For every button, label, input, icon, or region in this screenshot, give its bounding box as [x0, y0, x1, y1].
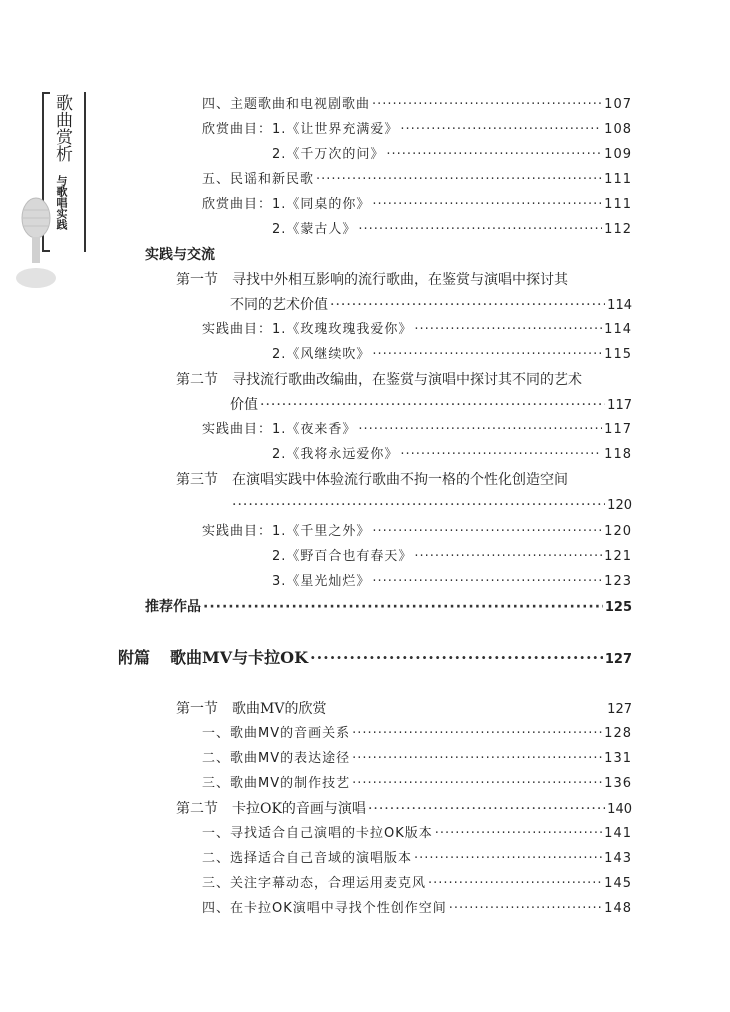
dot-leader [358, 418, 602, 442]
dot-leader [400, 118, 602, 142]
section-heading[interactable]: 第三节 在演唱实践中体验流行歌曲不拘一格的个性化创造空间 [176, 472, 568, 488]
dot-leader [414, 545, 602, 569]
toc-entry[interactable]: 2.《风继续吹》 ····· 115 [272, 343, 632, 367]
toc-entry[interactable]: 一、寻找适合自己演唱的卡拉OK版本 ····· 141 [202, 822, 632, 846]
dot-leader [310, 646, 603, 670]
toc-entry[interactable]: 一、歌曲MV的音画关系 ····· 128 [202, 722, 632, 746]
toc-entry[interactable]: 二、歌曲MV的表达途径 ····· 131 [202, 747, 632, 771]
toc-entry[interactable]: ····· 120 [230, 493, 632, 517]
dot-leader [386, 143, 602, 167]
dot-leader [203, 595, 603, 619]
toc-entry[interactable]: 3.《星光灿烂》 ····· 123 [272, 570, 632, 594]
toc-entry[interactable]: 实践曲目：1.《千里之外》 ····· 120 [202, 520, 632, 544]
toc-entry[interactable]: 2.《千万次的问》 ····· 109 [272, 143, 632, 167]
dot-leader [330, 293, 605, 317]
toc-entry[interactable]: 四、主题歌曲和电视剧歌曲 ····· 107 [202, 93, 632, 117]
section-heading[interactable]: 第二节 寻找流行歌曲改编曲，在鉴赏与演唱中探讨其不同的艺术 [176, 372, 582, 388]
dot-leader [449, 897, 602, 921]
dot-leader [400, 443, 602, 467]
toc-entry[interactable]: 实践曲目：1.《夜来香》 ····· 117 [202, 418, 632, 442]
dot-leader [358, 218, 602, 242]
dot-leader [428, 872, 602, 896]
toc-entry[interactable]: 第二节 卡拉OK的音画与演唱 ····· 140 [176, 797, 632, 821]
dot-leader [372, 570, 602, 594]
toc-entry[interactable]: 2.《野百合也有春天》 ····· 121 [272, 545, 632, 569]
toc-entry[interactable]: 2.《蒙古人》 ····· 112 [272, 218, 632, 242]
dot-leader [414, 847, 602, 871]
toc-entry[interactable]: 第一节 歌曲MV的欣赏 127 [176, 701, 632, 717]
part-heading[interactable]: 附篇 歌曲MV与卡拉OK ····· 127 [118, 646, 632, 670]
microphone-icon [14, 190, 58, 290]
toc-entry[interactable]: 欣赏曲目：1.《同桌的你》 ····· 111 [202, 193, 632, 217]
section-heading[interactable]: 第一节 寻找中外相互影响的流行歌曲，在鉴赏与演唱中探讨其 [176, 272, 568, 288]
dot-leader [372, 193, 602, 217]
dot-leader [260, 393, 605, 417]
toc-entry[interactable]: 欣赏曲目：1.《让世界充满爱》 ····· 108 [202, 118, 632, 142]
dot-leader [372, 93, 602, 117]
toc-entry[interactable]: 三、关注字幕动态，合理运用麦克风 ····· 145 [202, 872, 632, 896]
dot-leader [352, 772, 602, 796]
toc-entry[interactable]: 实践曲目：1.《玫瑰玫瑰我爱你》 ····· 114 [202, 318, 632, 342]
dot-leader [414, 318, 602, 342]
toc-entry[interactable]: 二、选择适合自己音域的演唱版本 ····· 143 [202, 847, 632, 871]
toc-entry[interactable]: 五、民谣和新民歌 ····· 111 [202, 168, 632, 192]
toc-entry[interactable]: 价值 ····· 117 [230, 393, 632, 417]
toc-entry[interactable]: 三、歌曲MV的制作技艺 ····· 136 [202, 772, 632, 796]
toc-entry[interactable]: 2.《我将永远爱你》 ····· 118 [272, 443, 632, 467]
dot-leader [352, 747, 602, 771]
dot-leader [232, 493, 605, 517]
dot-leader [372, 520, 602, 544]
emblem-title: 歌曲赏析 [52, 94, 72, 162]
toc-entry[interactable]: 不同的艺术价值 ····· 114 [230, 293, 632, 317]
dot-leader [352, 722, 602, 746]
dot-leader [316, 168, 602, 192]
dot-leader [435, 822, 602, 846]
toc-entry[interactable]: 推荐作品 ····· 125 [145, 595, 632, 619]
chapter-heading[interactable]: 实践与交流 [145, 247, 215, 263]
dot-leader [368, 797, 605, 821]
toc-entry[interactable]: 四、在卡拉OK演唱中寻找个性创作空间 ····· 148 [202, 897, 632, 921]
emblem-subtitle: 与歌唱实践 [55, 175, 68, 230]
book-emblem [14, 80, 76, 270]
dot-leader [372, 343, 602, 367]
